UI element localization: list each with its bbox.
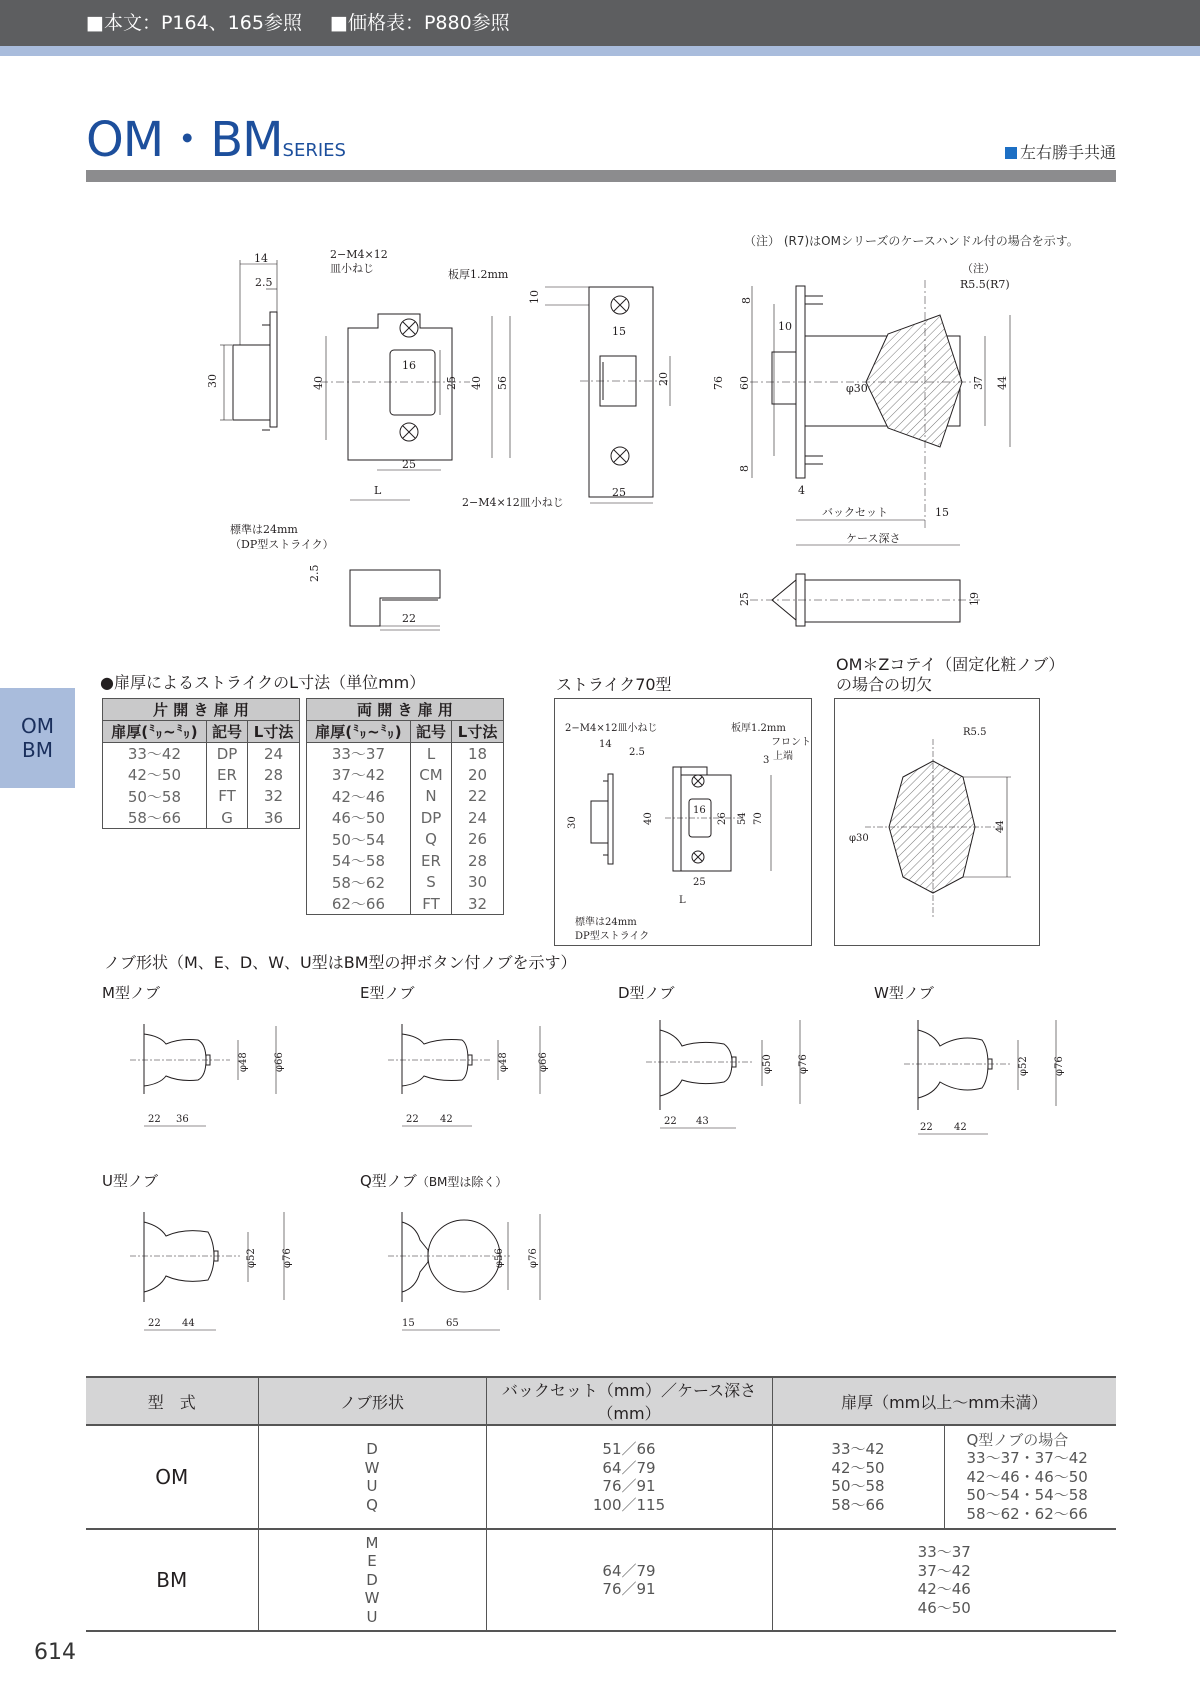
knob-m-name: M型ノブ <box>102 984 160 1002</box>
knob-w <box>904 1020 1056 1134</box>
svg-text:25: 25 <box>612 486 626 499</box>
svg-text:37: 37 <box>972 376 985 390</box>
svg-text:（注）: （注） <box>962 262 995 275</box>
svg-text:15: 15 <box>935 506 949 519</box>
svg-text:φ50: φ50 <box>762 1054 773 1074</box>
svg-text:L: L <box>679 895 686 906</box>
table-row: OM D W U Q 51／66 64／79 76／91 100／115 33〜42 42〜50 50〜58 58〜66 Q型ノブの場合 33〜37・37〜42 42〜46・46〜50 50〜54・54〜58 58〜62・62〜66 <box>86 1425 1116 1529</box>
svg-text:2.5: 2.5 <box>308 564 321 582</box>
side-tab: OM BM <box>0 688 75 788</box>
svg-text:44: 44 <box>996 376 1009 390</box>
svg-text:25: 25 <box>402 458 416 471</box>
svg-text:10: 10 <box>528 290 541 304</box>
table-row: BM M E D W U 64／79 76／91 33〜37 37〜42 42〜46 46〜50 <box>86 1529 1116 1631</box>
price-ref: ■価格表：P880参照 <box>330 12 510 34</box>
svg-text:60: 60 <box>738 376 751 390</box>
svg-text:バックセット: バックセット <box>822 506 888 519</box>
svg-text:（DP型ストライク）: （DP型ストライク） <box>230 538 334 551</box>
svg-text:板厚1.2mm: 板厚1.2mm <box>448 268 509 281</box>
svg-text:15: 15 <box>612 325 626 338</box>
svg-text:54: 54 <box>737 812 748 825</box>
svg-text:22: 22 <box>920 1122 933 1133</box>
svg-text:φ66: φ66 <box>274 1052 285 1072</box>
svg-text:19: 19 <box>968 592 981 606</box>
spec-table: 型 式 ノブ形状 バックセット（mm）／ケース深さ（mm） 扉厚（mm以上〜mm未満） OM D W U Q 51／66 64／79 76／91 100／115 33〜42 42〜50 50〜58 58〜66 Q型ノブの場合 33〜37・37〜42 42〜46・46〜50 50〜54・54〜58 58〜62・62〜66 BM M E D W U 64／79 76／91 33〜37 37〜42 42〜46 46〜50 <box>86 1376 1116 1632</box>
svg-text:40: 40 <box>470 376 483 390</box>
table-row: 62〜66 FT 32 <box>307 893 504 915</box>
table-row: 58〜66 G 36 <box>103 807 300 829</box>
text-ref: ■本文：P164、165参照 <box>86 12 302 34</box>
page-title: OM・BMSERIES <box>86 112 346 168</box>
svg-text:26: 26 <box>717 812 728 825</box>
svg-text:30: 30 <box>567 816 578 829</box>
svg-text:44: 44 <box>182 1318 195 1329</box>
svg-text:φ76: φ76 <box>282 1248 293 1268</box>
table-row: 33〜42 DP 24 <box>103 743 300 765</box>
knob-q <box>388 1212 540 1330</box>
svg-text:φ76: φ76 <box>1054 1056 1065 1076</box>
svg-text:標準は24mm: 標準は24mm <box>230 523 298 536</box>
svg-text:22: 22 <box>402 612 416 625</box>
dim: 14 <box>254 252 268 265</box>
svg-text:8: 8 <box>738 465 751 472</box>
zcotei-title: OM＊Zコテイ（固定化粧ノブ） <box>836 655 1065 674</box>
svg-text:44: 44 <box>995 820 1006 833</box>
svg-text:φ56: φ56 <box>494 1248 505 1268</box>
table-row: 42〜46 N 22 <box>307 786 504 808</box>
svg-text:φ30: φ30 <box>846 382 868 395</box>
svg-text:標準は24mm: 標準は24mm <box>575 917 637 928</box>
svg-text:2.5: 2.5 <box>255 276 273 289</box>
knob-u <box>130 1212 284 1330</box>
table-row: 33〜37 L 18 <box>307 743 504 765</box>
svg-text:板厚1.2mm: 板厚1.2mm <box>731 723 786 734</box>
svg-text:16: 16 <box>402 359 416 372</box>
knob-e-name: E型ノブ <box>360 984 415 1002</box>
svg-text:φ30: φ30 <box>849 833 869 844</box>
svg-text:25: 25 <box>445 376 458 390</box>
svg-text:30: 30 <box>206 374 219 388</box>
svg-text:φ76: φ76 <box>528 1248 539 1268</box>
svg-text:25: 25 <box>738 592 751 606</box>
svg-text:42: 42 <box>954 1122 967 1133</box>
svg-text:φ52: φ52 <box>1018 1056 1029 1076</box>
svg-text:4: 4 <box>798 484 805 497</box>
svg-text:DP型ストライク: DP型ストライク <box>575 931 650 942</box>
svg-text:2−M4×12皿小ねじ: 2−M4×12皿小ねじ <box>565 723 658 734</box>
knob-e <box>388 1024 540 1126</box>
table-row: 54〜58 ER 28 <box>307 850 504 872</box>
svg-text:22: 22 <box>664 1116 677 1127</box>
svg-text:皿小ねじ: 皿小ねじ <box>330 262 374 275</box>
svg-text:56: 56 <box>496 376 509 390</box>
knob-d-name: D型ノブ <box>618 984 675 1002</box>
svg-text:L: L <box>374 484 382 497</box>
svg-text:フロント: フロント <box>771 737 811 748</box>
table-row: 58〜62 S 30 <box>307 872 504 894</box>
knob-w-name: W型ノブ <box>874 984 934 1002</box>
svg-text:8: 8 <box>740 297 753 304</box>
svg-text:φ48: φ48 <box>238 1052 249 1072</box>
svg-text:3: 3 <box>763 755 770 766</box>
svg-text:40: 40 <box>643 812 654 825</box>
svg-text:22: 22 <box>406 1114 419 1125</box>
note-text: （注） (R7)はOMシリーズのケースハンドル付の場合を示す。 <box>744 234 1079 248</box>
knob-m <box>130 1024 276 1126</box>
svg-text:上端: 上端 <box>773 751 793 762</box>
svg-text:10: 10 <box>778 320 792 333</box>
svg-text:φ76: φ76 <box>798 1054 809 1074</box>
double-door-table: 両 開 き 扉 用 扉厚(㍉~㍉) 記号 L寸法 33〜37 L 18 37〜42 CM 20 42〜46 N 22 46〜50 DP 24 50〜54 Q 26 54〜58 ER 28 58〜62 S 30 62〜66 FT 32 <box>306 698 504 915</box>
table-row: 37〜42 CM 20 <box>307 764 504 786</box>
strike-table-title: ●扉厚によるストライクのL寸法（単位mm） <box>100 673 426 692</box>
common-label: 左右勝手共通 <box>1005 140 1116 163</box>
svg-text:15: 15 <box>402 1318 415 1329</box>
svg-text:2−M4×12: 2−M4×12 <box>330 248 388 261</box>
svg-text:φ48: φ48 <box>498 1052 509 1072</box>
svg-text:2.5: 2.5 <box>629 747 645 758</box>
svg-text:43: 43 <box>696 1116 709 1127</box>
svg-text:R5.5(R7): R5.5(R7) <box>960 278 1010 291</box>
svg-text:ケース深さ: ケース深さ <box>846 532 901 545</box>
table-row: 42〜50 ER 28 <box>103 764 300 786</box>
svg-text:22: 22 <box>148 1318 161 1329</box>
table-row: 50〜58 FT 32 <box>103 786 300 808</box>
svg-text:76: 76 <box>712 376 725 390</box>
knob-d <box>646 1020 800 1128</box>
knob-u-name: U型ノブ <box>102 1172 158 1190</box>
single-door-table: 片 開 き 扉 用 扉厚(㍉~㍉) 記号 L寸法 33〜42 DP 24 42〜50 ER 28 50〜58 FT 32 58〜66 G 36 <box>102 698 300 829</box>
svg-text:36: 36 <box>176 1114 189 1125</box>
strike70-title: ストライク70型 <box>556 675 672 694</box>
svg-text:16: 16 <box>693 805 706 816</box>
svg-text:2−M4×12皿小ねじ: 2−M4×12皿小ねじ <box>462 496 564 509</box>
svg-text:φ52: φ52 <box>246 1248 257 1268</box>
knob-q-name: Q型ノブ（BM型は除く） <box>360 1172 508 1190</box>
svg-text:40: 40 <box>312 376 325 390</box>
svg-text:65: 65 <box>446 1318 459 1329</box>
svg-text:R5.5: R5.5 <box>963 727 987 738</box>
svg-text:70: 70 <box>753 812 764 825</box>
table-row: 46〜50 DP 24 <box>307 807 504 829</box>
svg-text:14: 14 <box>599 739 612 750</box>
svg-text:20: 20 <box>657 372 670 386</box>
page-number: 614 <box>34 1640 76 1665</box>
svg-text:φ66: φ66 <box>538 1052 549 1072</box>
svg-text:22: 22 <box>148 1114 161 1125</box>
svg-text:25: 25 <box>693 877 706 888</box>
table-row: 50〜54 Q 26 <box>307 829 504 851</box>
zcotei-subtitle: の場合の切欠 <box>836 675 933 694</box>
knob-section-title: ノブ形状（M、E、D、W、U型はBM型の押ボタン付ノブを示す） <box>104 953 577 972</box>
svg-text:42: 42 <box>440 1114 453 1125</box>
